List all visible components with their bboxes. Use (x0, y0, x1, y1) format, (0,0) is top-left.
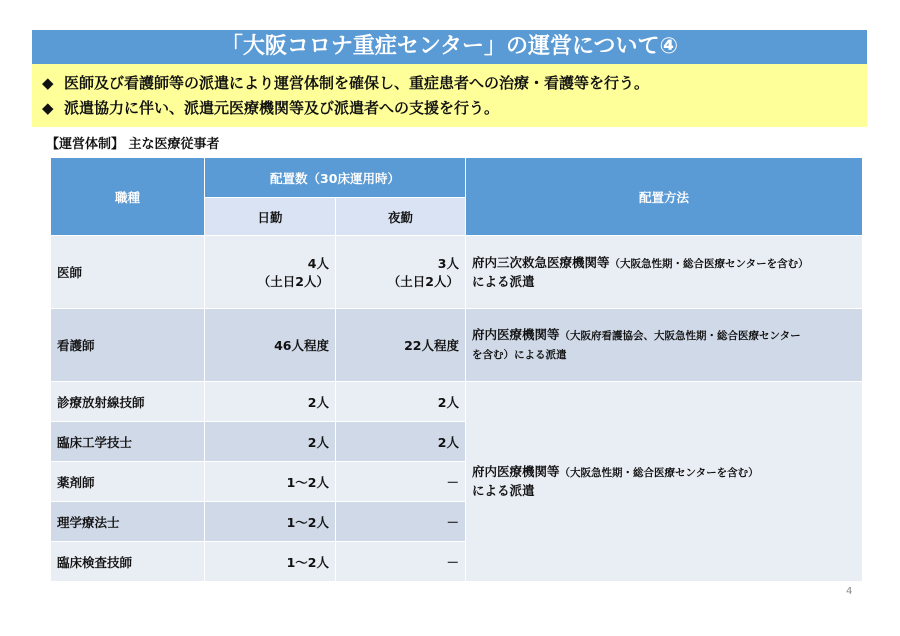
day-cell: 2人 (205, 382, 336, 422)
day-weekend: （土日2人） (257, 274, 329, 289)
job-cell: 臨床検査技師 (51, 542, 205, 582)
night-weekend: （土日2人） (387, 274, 459, 289)
diamond-bullet-icon: ◆ (42, 74, 54, 92)
job-cell: 臨床工学技士 (51, 422, 205, 462)
method-text-a: 府内三次救急医療機関等 (472, 254, 610, 270)
day-cell: 1～2人 (205, 462, 336, 502)
page-number: 4 (846, 586, 853, 597)
night-cell: － (336, 462, 466, 502)
header-count: 配置数（30床運用時） (205, 158, 466, 198)
section-label: 【運営体制】 主な医療従事者 (46, 137, 220, 152)
summary-line-1 (42, 72, 649, 93)
day-cell: 46人程度 (205, 309, 336, 382)
method-text-b: （大阪急性期・総合医療センターを含む） (609, 257, 809, 270)
night-cell: 22人程度 (336, 309, 466, 382)
method-text-a: 府内医療機関等 (472, 327, 560, 342)
day-cell: 1～2人 (205, 542, 336, 582)
table-row (51, 309, 863, 382)
day-cell: 2人 (205, 422, 336, 462)
night-value: 3人 (437, 256, 459, 271)
job-cell: 理学療法士 (51, 502, 205, 542)
header-night: 夜勤 (336, 198, 466, 236)
method-cell-merged (466, 382, 863, 582)
method-cell (466, 309, 863, 382)
method-text-a: 府内医療機関等 (472, 464, 560, 479)
day-value: 4人 (307, 256, 329, 271)
day-cell (205, 236, 336, 309)
summary-text-2: 派遣協力に伴い、派遣元医療機関等及び派遣者への支援を行う。 (64, 99, 500, 117)
method-text-c: による派遣 (472, 483, 535, 498)
job-cell: 医師 (51, 236, 205, 309)
diamond-bullet-icon: ◆ (42, 99, 54, 117)
summary-box (32, 64, 867, 127)
night-cell: － (336, 542, 466, 582)
method-text-c: を含む）による派遣 (472, 349, 567, 361)
table-row (51, 382, 863, 422)
table-row (51, 236, 863, 309)
job-cell: 診療放射線技師 (51, 382, 205, 422)
summary-text-1: 医師及び看護師等の派遣により運営体制を確保し、重症患者への治療・看護等を行う。 (64, 74, 650, 92)
job-cell: 薬剤師 (51, 462, 205, 502)
night-cell: － (336, 502, 466, 542)
day-cell: 1～2人 (205, 502, 336, 542)
method-cell (466, 236, 863, 309)
night-cell (336, 236, 466, 309)
method-text-b: （大阪府看護協会、大阪急性期・総合医療センター (559, 330, 801, 342)
night-cell: 2人 (336, 422, 466, 462)
method-text-c: による派遣 (472, 273, 535, 289)
staffing-table (50, 157, 863, 582)
method-text-b: （大阪急性期・総合医療センターを含む） (559, 467, 759, 479)
header-job: 職種 (51, 158, 205, 236)
page-title: 「大阪コロナ重症センター」の運営について④ (32, 30, 867, 64)
job-cell: 看護師 (51, 309, 205, 382)
summary-line-2 (42, 97, 499, 118)
header-method: 配置方法 (466, 158, 863, 236)
night-cell: 2人 (336, 382, 466, 422)
header-day: 日勤 (205, 198, 336, 236)
